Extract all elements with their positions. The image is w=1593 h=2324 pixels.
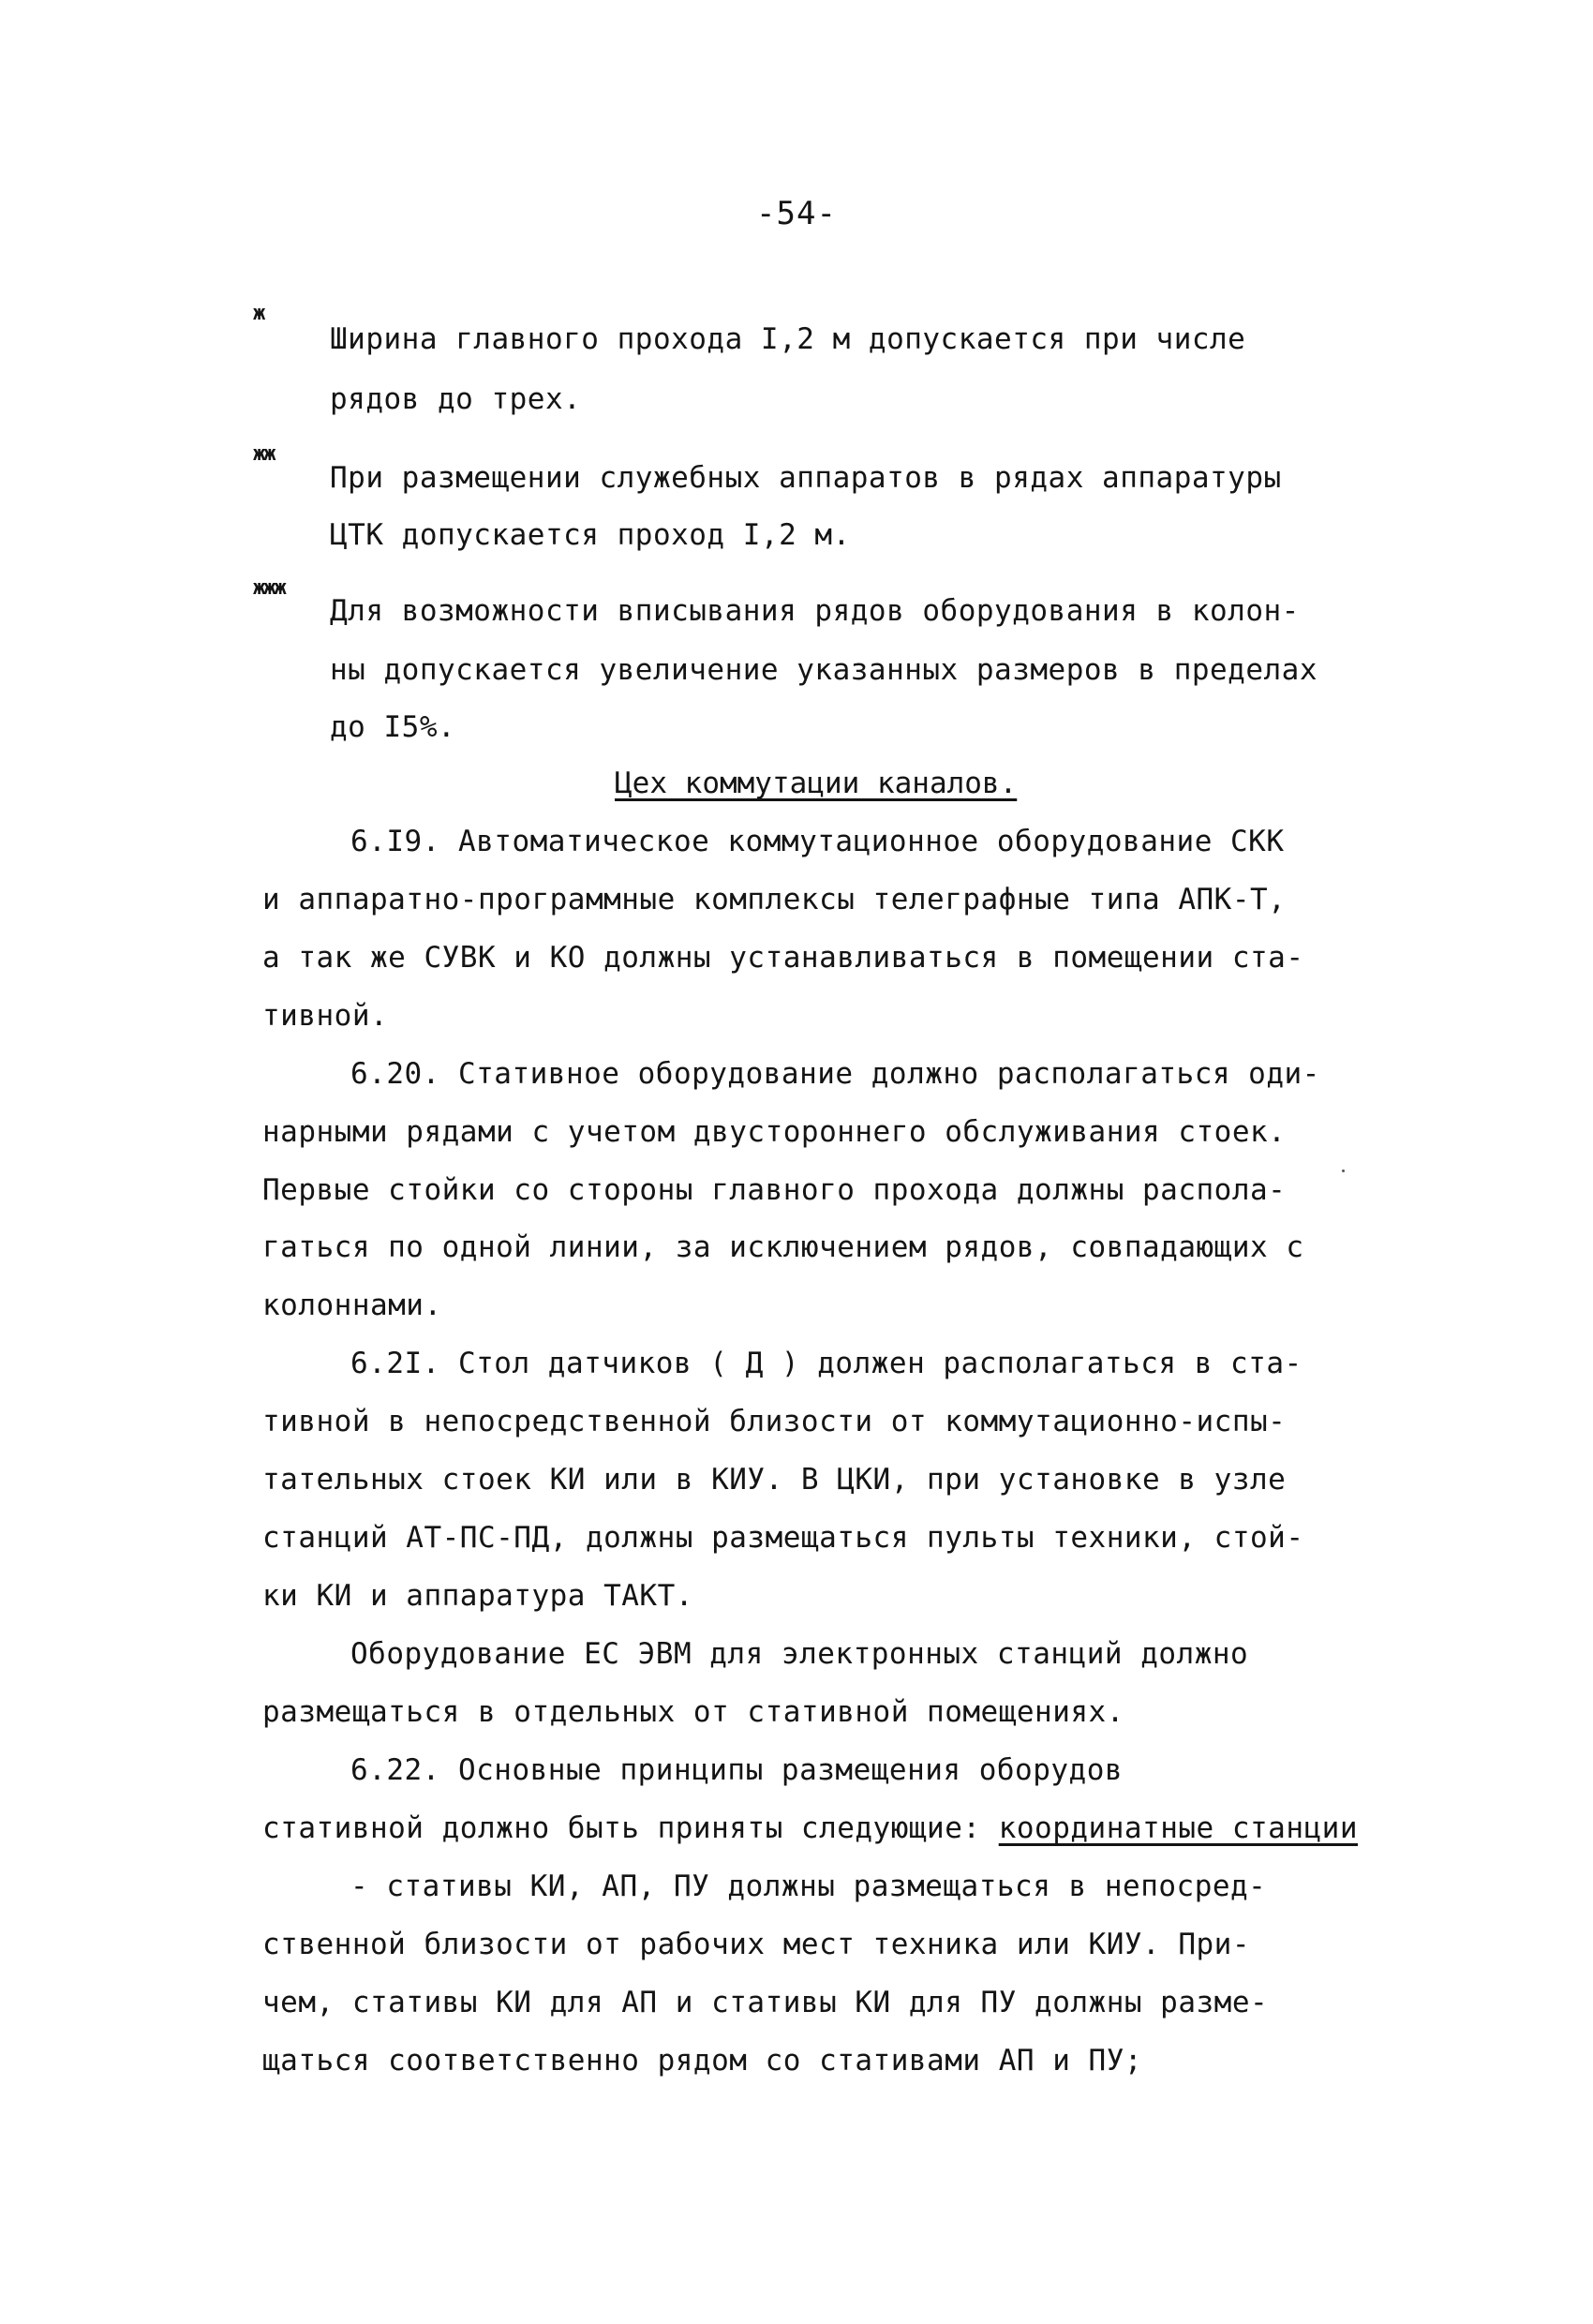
footnote-2-line-1: При размещении служебных аппаратов в рядах аппаратуры [330,461,1282,495]
footnote-1-line-2: рядов до трех. [330,382,582,416]
paragraph-6-19-line-3: а так же СУВК и КО должны устанавливаться в помещении ста- [262,941,1304,975]
paragraph-6-22-line-2-text: стативной должно быть приняты следующие: [262,1811,999,1845]
footnote-mark-3: жжж [253,576,285,600]
paragraph-6-22-line-4: ственной близости от рабочих мест техника или КИУ. При- [262,1928,1250,1961]
page-number: -54- [756,195,837,232]
paragraph-6-20-line-4: гаться по одной линии, за исключением рядов, совпадающих с [262,1230,1304,1264]
paragraph-6-21-line-3: тательных стоек КИ или в КИУ. В ЦКИ, при установке в узле [262,1463,1287,1497]
paragraph-6-21-line-5: ки КИ и аппаратура ТАКТ. [262,1579,693,1613]
paragraph-6-20-line-3: Первые стойки со стороны главного прохода должны распола- [262,1173,1287,1207]
paragraph-6-19-line-2: и аппаратно-программные комплексы телеграфные типа АПК-Т, [262,883,1287,916]
paragraph-6-22-line-5: чем, стативы КИ для АП и стативы КИ для ПУ должны разме- [262,1986,1269,2019]
coordinate-stations-underlined: координатные станции [998,1811,1358,1845]
footnote-2-line-2: ЦТК допускается проход I,2 м. [330,518,851,552]
paragraph-6-19-line-1: 6.I9. Автоматическое коммутационное оборудование СКК [350,825,1285,858]
footnote-3-line-2: ны допускается увеличение указанных размеров в пределах [330,653,1318,687]
paragraph-6-22-line-3: - стативы КИ, АП, ПУ должны размещаться в непосред- [350,1870,1267,1903]
paragraph-6-21-line-2: тивной в непосредственной близости от коммутационно-испы- [262,1405,1287,1438]
footnote-mark-2: жж [253,442,275,466]
paragraph-6-21-line-4: станций АТ-ПС-ПД, должны размещаться пульты техники, стой- [262,1521,1304,1555]
paragraph-6-22-line-1: 6.22. Основные принципы размещения оборудов [350,1753,1124,1787]
paragraph-6-21-line-1: 6.2I. Стол датчиков ( Д ) должен располагаться в ста- [350,1347,1303,1380]
paragraph-6-22-line-6: щаться соответственно рядом со стативами АП и ПУ; [262,2044,1143,2078]
paragraph-6-20-line-1: 6.20. Стативное оборудование должно располагаться оди- [350,1057,1320,1091]
paragraph-evm-line-2: размещаться в отдельных от стативной помещениях. [262,1695,1124,1729]
paragraph-6-22-line-2 [262,1810,1358,1847]
scan-speck [1342,1169,1345,1172]
footnote-3-line-3: до I5%. [330,710,456,744]
paragraph-6-20-line-5: колоннами. [262,1289,442,1322]
footnote-mark-1: ж [253,302,264,325]
paragraph-evm-line-1: Оборудование ЕС ЭВМ для электронных станций должно [350,1637,1249,1671]
section-heading: Цех коммутации каналов. [615,767,1018,800]
footnote-1-line-1: Ширина главного прохода I,2 м допускается при числе [330,322,1246,356]
paragraph-6-19-line-4: тивной. [262,999,389,1033]
footnote-3-line-1: Для возможности вписывания рядов оборудования в колон- [330,594,1300,628]
paragraph-6-20-line-2: нарными рядами с учетом двустороннего обслуживания стоек. [262,1115,1287,1149]
